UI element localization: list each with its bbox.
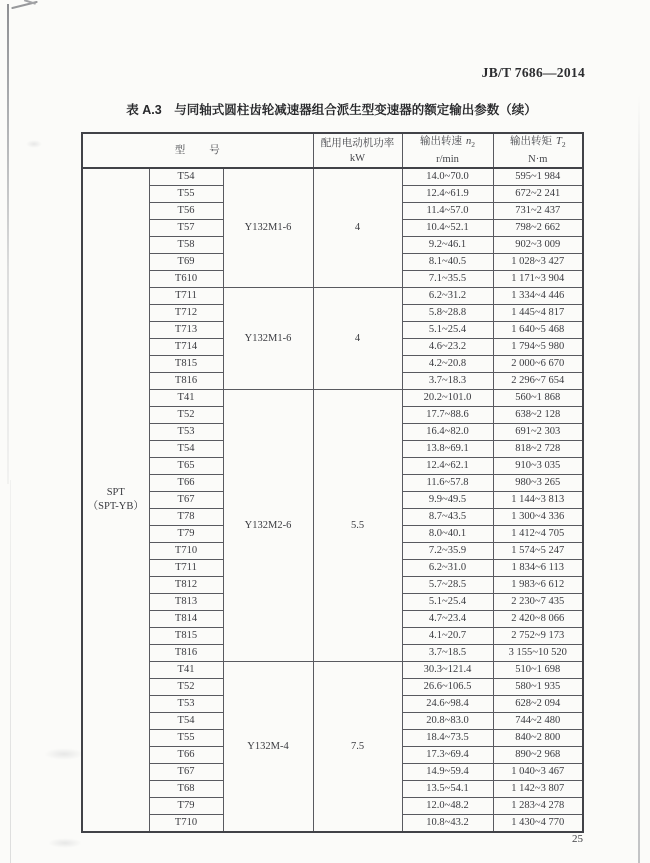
torque-cell: 1 040~3 467 xyxy=(493,764,583,781)
model-cell: T41 xyxy=(149,662,223,679)
torque-cell: 2 296~7 654 xyxy=(493,373,583,390)
model-cell: T711 xyxy=(149,288,223,305)
col-header-output-torque: 输出转矩 $T_2$ N·m xyxy=(493,133,583,168)
scan-left-edge-line-lower xyxy=(10,480,11,863)
model-cell: T710 xyxy=(149,815,223,833)
torque-cell: 595~1 984 xyxy=(493,168,583,186)
model-cell: T41 xyxy=(149,390,223,407)
speed-cell: 12.4~61.9 xyxy=(402,186,493,203)
speed-cell: 24.6~98.4 xyxy=(402,696,493,713)
torque-cell: 1 574~5 247 xyxy=(493,543,583,560)
torque-cell: 2 420~8 066 xyxy=(493,611,583,628)
model-cell: T67 xyxy=(149,764,223,781)
model-cell: T65 xyxy=(149,458,223,475)
model-cell: T58 xyxy=(149,237,223,254)
model-cell: T815 xyxy=(149,628,223,645)
speed-cell: 7.1~35.5 xyxy=(402,271,493,288)
torque-cell: 818~2 728 xyxy=(493,441,583,458)
table-title: 表 A.3 与同轴式圆柱齿轮减速器组合派生型变速器的额定输出参数（续） xyxy=(126,103,537,117)
speed-cell: 17.3~69.4 xyxy=(402,747,493,764)
speed-cell: 20.8~83.0 xyxy=(402,713,493,730)
torque-cell: 560~1 868 xyxy=(493,390,583,407)
model-cell: T67 xyxy=(149,492,223,509)
motor-cell: Y132M1-6 xyxy=(223,168,313,288)
speed-cell: 6.2~31.2 xyxy=(402,288,493,305)
torque-cell: 1 430~4 770 xyxy=(493,815,583,833)
speed-cell: 8.1~40.5 xyxy=(402,254,493,271)
torque-cell: 672~2 241 xyxy=(493,186,583,203)
speed-cell: 9.2~46.1 xyxy=(402,237,493,254)
table-body xyxy=(82,168,583,832)
scan-smudge xyxy=(26,140,42,148)
speed-cell: 10.4~52.1 xyxy=(402,220,493,237)
torque-cell: 1 445~4 817 xyxy=(493,305,583,322)
torque-cell: 890~2 968 xyxy=(493,747,583,764)
model-cell: T55 xyxy=(149,186,223,203)
series-cell: SPT （SPT-YB） xyxy=(82,168,149,832)
model-cell: T52 xyxy=(149,407,223,424)
model-cell: T711 xyxy=(149,560,223,577)
speed-cell: 4.2~20.8 xyxy=(402,356,493,373)
model-cell: T813 xyxy=(149,594,223,611)
model-cell: T56 xyxy=(149,203,223,220)
header-row xyxy=(82,133,583,168)
speed-cell: 9.9~49.5 xyxy=(402,492,493,509)
torque-cell: 510~1 698 xyxy=(493,662,583,679)
motor-cell: Y132M2-6 xyxy=(223,390,313,662)
model-cell: T710 xyxy=(149,543,223,560)
speed-cell: 4.6~23.2 xyxy=(402,339,493,356)
model-cell: T712 xyxy=(149,305,223,322)
speed-cell: 14.0~70.0 xyxy=(402,168,493,186)
speed-cell: 10.8~43.2 xyxy=(402,815,493,833)
power-cell: 5.5 xyxy=(313,390,402,662)
torque-cell: 1 283~4 278 xyxy=(493,798,583,815)
model-cell: T815 xyxy=(149,356,223,373)
page-number: 25 xyxy=(572,833,583,845)
power-cell: 4 xyxy=(313,168,402,288)
speed-cell: 5.1~25.4 xyxy=(402,322,493,339)
model-cell: T610 xyxy=(149,271,223,288)
torque-cell: 910~3 035 xyxy=(493,458,583,475)
model-cell: T714 xyxy=(149,339,223,356)
speed-cell: 3.7~18.3 xyxy=(402,373,493,390)
model-cell: T79 xyxy=(149,798,223,815)
torque-cell: 580~1 935 xyxy=(493,679,583,696)
model-cell: T54 xyxy=(149,441,223,458)
motor-cell: Y132M1-6 xyxy=(223,288,313,390)
torque-cell: 840~2 800 xyxy=(493,730,583,747)
model-cell: T66 xyxy=(149,475,223,492)
speed-cell: 3.7~18.5 xyxy=(402,645,493,662)
model-cell: T69 xyxy=(149,254,223,271)
torque-cell: 1 171~3 904 xyxy=(493,271,583,288)
speed-cell: 17.7~88.6 xyxy=(402,407,493,424)
torque-cell: 744~2 480 xyxy=(493,713,583,730)
torque-cell: 1 412~4 705 xyxy=(493,526,583,543)
model-cell: T52 xyxy=(149,679,223,696)
speed-cell: 16.4~82.0 xyxy=(402,424,493,441)
speed-cell: 4.1~20.7 xyxy=(402,628,493,645)
torque-cell: 1 794~5 980 xyxy=(493,339,583,356)
speed-cell: 13.8~69.1 xyxy=(402,441,493,458)
torque-cell: 1 983~6 612 xyxy=(493,577,583,594)
model-cell: T816 xyxy=(149,373,223,390)
torque-cell: 691~2 303 xyxy=(493,424,583,441)
torque-cell: 1 640~5 468 xyxy=(493,322,583,339)
torque-cell: 1 142~3 807 xyxy=(493,781,583,798)
speed-cell: 7.2~35.9 xyxy=(402,543,493,560)
torque-cell: 902~3 009 xyxy=(493,237,583,254)
col-header-output-speed: 输出转速 $n_2$ r/min xyxy=(402,133,493,168)
torque-cell: 1 028~3 427 xyxy=(493,254,583,271)
col-header-model: 型 号 xyxy=(82,133,313,168)
torque-cell: 2 752~9 173 xyxy=(493,628,583,645)
table-row xyxy=(82,390,583,407)
torque-cell: 1 300~4 336 xyxy=(493,509,583,526)
torque-cell: 798~2 662 xyxy=(493,220,583,237)
table-row xyxy=(82,662,583,679)
scan-right-page-edge-shadow xyxy=(638,95,640,863)
model-cell: T53 xyxy=(149,696,223,713)
power-cell: 7.5 xyxy=(313,662,402,833)
model-cell: T78 xyxy=(149,509,223,526)
speed-cell: 20.2~101.0 xyxy=(402,390,493,407)
model-cell: T713 xyxy=(149,322,223,339)
standard-number: JB/T 7686—2014 xyxy=(481,65,585,80)
torque-cell: 1 334~4 446 xyxy=(493,288,583,305)
speed-cell: 6.2~31.0 xyxy=(402,560,493,577)
torque-cell: 1 834~6 113 xyxy=(493,560,583,577)
speed-cell: 12.0~48.2 xyxy=(402,798,493,815)
speed-cell: 11.6~57.8 xyxy=(402,475,493,492)
speed-cell: 12.4~62.1 xyxy=(402,458,493,475)
speed-cell: 4.7~23.4 xyxy=(402,611,493,628)
torque-cell: 2 000~6 670 xyxy=(493,356,583,373)
model-cell: T53 xyxy=(149,424,223,441)
table-row xyxy=(82,288,583,305)
scan-smudge xyxy=(48,838,82,848)
speed-cell: 8.0~40.1 xyxy=(402,526,493,543)
model-cell: T68 xyxy=(149,781,223,798)
speed-cell: 14.9~59.4 xyxy=(402,764,493,781)
model-cell: T54 xyxy=(149,713,223,730)
speed-cell: 5.8~28.8 xyxy=(402,305,493,322)
torque-cell: 638~2 128 xyxy=(493,407,583,424)
model-cell: T54 xyxy=(149,168,223,186)
torque-cell: 980~3 265 xyxy=(493,475,583,492)
model-cell: T57 xyxy=(149,220,223,237)
model-cell: T66 xyxy=(149,747,223,764)
scan-smudge xyxy=(44,748,84,760)
torque-cell: 628~2 094 xyxy=(493,696,583,713)
model-cell: T79 xyxy=(149,526,223,543)
spec-table xyxy=(81,132,584,833)
model-cell: T816 xyxy=(149,645,223,662)
torque-cell: 731~2 437 xyxy=(493,203,583,220)
table-row xyxy=(82,168,583,186)
scan-left-edge-line xyxy=(7,4,9,484)
speed-cell: 26.6~106.5 xyxy=(402,679,493,696)
speed-cell: 18.4~73.5 xyxy=(402,730,493,747)
motor-cell: Y132M-4 xyxy=(223,662,313,833)
torque-cell: 2 230~7 435 xyxy=(493,594,583,611)
torque-cell: 3 155~10 520 xyxy=(493,645,583,662)
model-cell: T812 xyxy=(149,577,223,594)
speed-cell: 30.3~121.4 xyxy=(402,662,493,679)
model-cell: T814 xyxy=(149,611,223,628)
power-cell: 4 xyxy=(313,288,402,390)
torque-cell: 1 144~3 813 xyxy=(493,492,583,509)
speed-cell: 5.1~25.4 xyxy=(402,594,493,611)
col-header-motor-power: 配用电动机功率 kW xyxy=(313,133,402,168)
speed-cell: 5.7~28.5 xyxy=(402,577,493,594)
speed-cell: 11.4~57.0 xyxy=(402,203,493,220)
speed-cell: 13.5~54.1 xyxy=(402,781,493,798)
model-cell: T55 xyxy=(149,730,223,747)
speed-cell: 8.7~43.5 xyxy=(402,509,493,526)
